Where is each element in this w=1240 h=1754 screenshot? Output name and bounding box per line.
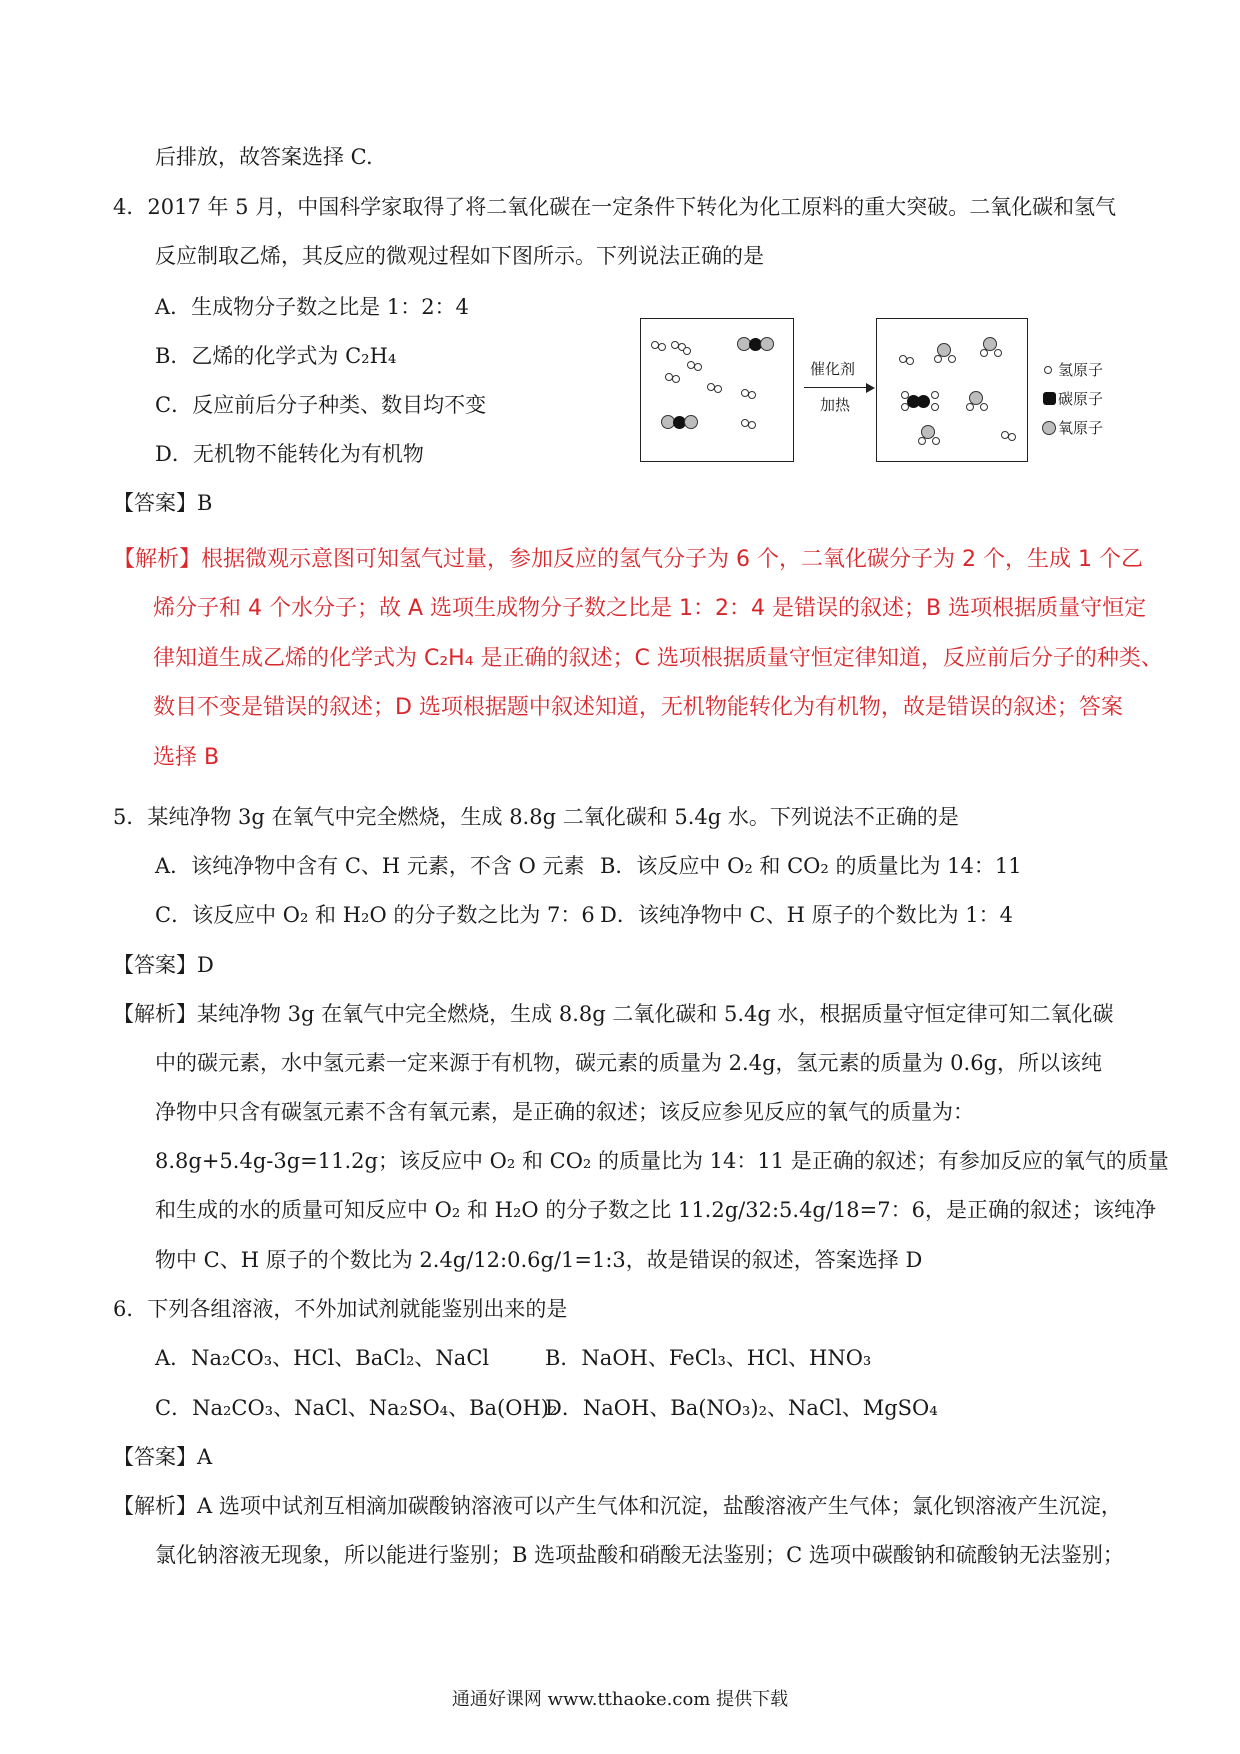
heating-label: 加热 (820, 396, 851, 414)
text-line: 4．2017 年 5 月，中国科学家取得了将二氧化碳在一定条件下转化为化工原料的重大突破。二氧化碳和氢气 (113, 195, 1117, 219)
text-line: D．该纯净物中 C、H 原子的个数比为 1：4 (600, 903, 1013, 927)
catalyst-label: 催化剂 (810, 360, 856, 378)
hydrogen-atom-icon (1008, 433, 1016, 441)
hydrogen-atom-icon (1044, 366, 1052, 374)
analysis-highlight-line: 选择 B (153, 745, 220, 770)
page-footer: 通通好课网 www.tthaoke.com 提供下载 (451, 1689, 789, 1710)
text-line: 净物中只含有碳氢元素不含有氧元素，是正确的叙述；该反应参见反应的氧气的质量为： (155, 1100, 974, 1124)
oxygen-atom-icon (684, 415, 698, 429)
hydrogen-atom-icon (918, 437, 926, 445)
hydrogen-atom-icon (901, 391, 909, 399)
reactants-box (640, 318, 794, 462)
carbon-atom-icon (1043, 392, 1056, 405)
reaction-arrow (804, 387, 868, 388)
text-line: C．反应前后分子种类、数目均不变 (155, 393, 487, 417)
hydrogen-atom-icon (672, 375, 680, 383)
text-line: B．NaOH、FeCl₃、HCl、HNO₃ (545, 1346, 872, 1370)
text-line: A．Na₂CO₃、HCl、BaCl₂、NaCl (155, 1346, 490, 1370)
legend-label-oxygen: 氧原子 (1058, 419, 1104, 437)
products-box (876, 318, 1028, 462)
text-line: 和生成的水的质量可知反应中 O₂ 和 H₂O 的分子数之比 11.2g/32:5.4g/18=7：6，是正确的叙述；该纯净 (155, 1198, 1156, 1222)
hydrogen-atom-icon (931, 391, 939, 399)
text-line: A．该纯净物中含有 C、H 元素，不含 O 元素 (155, 854, 585, 878)
hydrogen-atom-icon (694, 363, 702, 371)
hydrogen-atom-icon (683, 347, 691, 355)
text-line: 【答案】A (113, 1445, 213, 1469)
text-line: 5．某纯净物 3g 在氧气中完全燃烧，生成 8.8g 二氧化碳和 5.4g 水。下列说法不正确的是 (113, 805, 959, 829)
hydrogen-atom-icon (748, 391, 756, 399)
text-line: 【解析】A 选项中试剂互相滴加碳酸钠溶液可以产生气体和沉淀，盐酸溶液产生气体；氯化钡溶液产生沉淀， (113, 1494, 1122, 1518)
hydrogen-atom-icon (931, 403, 939, 411)
arrow-head-icon (866, 383, 875, 393)
text-line: D．NaOH、Ba(NO₃)₂、NaCl、MgSO₄ (545, 1396, 938, 1420)
text-line: C．该反应中 O₂ 和 H₂O 的分子数之比为 7：6 (155, 903, 595, 927)
text-line: A．生成物分子数之比是 1：2：4 (155, 295, 469, 319)
hydrogen-atom-icon (980, 403, 988, 411)
text-line: 8.8g+5.4g-3g=11.2g；该反应中 O₂ 和 CO₂ 的质量比为 14：11 是正确的叙述；有参加反应的氧气的质量 (155, 1149, 1169, 1173)
hydrogen-atom-icon (658, 343, 666, 351)
oxygen-atom-icon (1042, 421, 1056, 435)
hydrogen-atom-icon (934, 355, 942, 363)
hydrogen-atom-icon (932, 437, 940, 445)
legend-label-hydrogen: 氢原子 (1058, 361, 1104, 379)
text-line: D．无机物不能转化为有机物 (155, 442, 424, 466)
oxygen-atom-icon (760, 337, 774, 351)
hydrogen-atom-icon (948, 355, 956, 363)
text-line: 【答案】B (113, 491, 213, 515)
text-line: B．该反应中 O₂ 和 CO₂ 的质量比为 14：11 (600, 854, 1022, 878)
text-line: 【答案】D (113, 953, 214, 977)
text-line: 后排放，故答案选择 C. (155, 145, 373, 169)
hydrogen-atom-icon (748, 421, 756, 429)
text-line: 物中 C、H 原子的个数比为 2.4g/12:0.6g/1=1:3，故是错误的叙述，答案选择 D (155, 1248, 923, 1272)
hydrogen-atom-icon (714, 385, 722, 393)
text-line: 中的碳元素，水中氢元素一定来源于有机物，碳元素的质量为 2.4g，氢元素的质量为 0.6g，所以该纯 (155, 1051, 1103, 1075)
legend-label-carbon: 碳原子 (1058, 390, 1104, 408)
analysis-highlight-line: 数目不变是错误的叙述；D 选项根据题中叙述知道，无机物能转化为有机物，故是错误的叙述；答案 (153, 695, 1123, 720)
text-line: B．乙烯的化学式为 C₂H₄ (155, 344, 397, 368)
text-line: 6．下列各组溶液，不外加试剂就能鉴别出来的是 (113, 1297, 568, 1321)
text-line: 【解析】某纯净物 3g 在氧气中完全燃烧，生成 8.8g 二氧化碳和 5.4g 水，根据质量守恒定律可知二氧化碳 (113, 1002, 1114, 1026)
text-line: 反应制取乙烯，其反应的微观过程如下图所示。下列说法正确的是 (155, 244, 764, 268)
hydrogen-atom-icon (980, 349, 988, 357)
hydrogen-atom-icon (994, 349, 1002, 357)
text-line: 氯化钠溶液无现象，所以能进行鉴别；B 选项盐酸和硝酸无法鉴别；C 选项中碳酸钠和硫酸钠无法鉴别； (155, 1543, 1124, 1567)
hydrogen-atom-icon (901, 403, 909, 411)
text-line: C．Na₂CO₃、NaCl、Na₂SO₄、Ba(OH)₂ (155, 1396, 558, 1420)
hydrogen-atom-icon (906, 357, 914, 365)
carbon-atom-icon (917, 395, 930, 408)
analysis-highlight-line: 律知道生成乙烯的化学式为 C₂H₄ 是正确的叙述；C 选项根据质量守恒定律知道，反应前后分子的种类、 (153, 646, 1163, 671)
analysis-highlight-line: 烯分子和 4 个水分子；故 A 选项生成物分子数之比是 1：2：4 是错误的叙述；B 选项根据质量守恒定 (153, 596, 1147, 621)
hydrogen-atom-icon (966, 403, 974, 411)
analysis-highlight-line: 【解析】根据微观示意图可知氢气过量，参加反应的氢气分子为 6 个，二氧化碳分子为 2 个，生成 1 个乙 (113, 547, 1143, 572)
